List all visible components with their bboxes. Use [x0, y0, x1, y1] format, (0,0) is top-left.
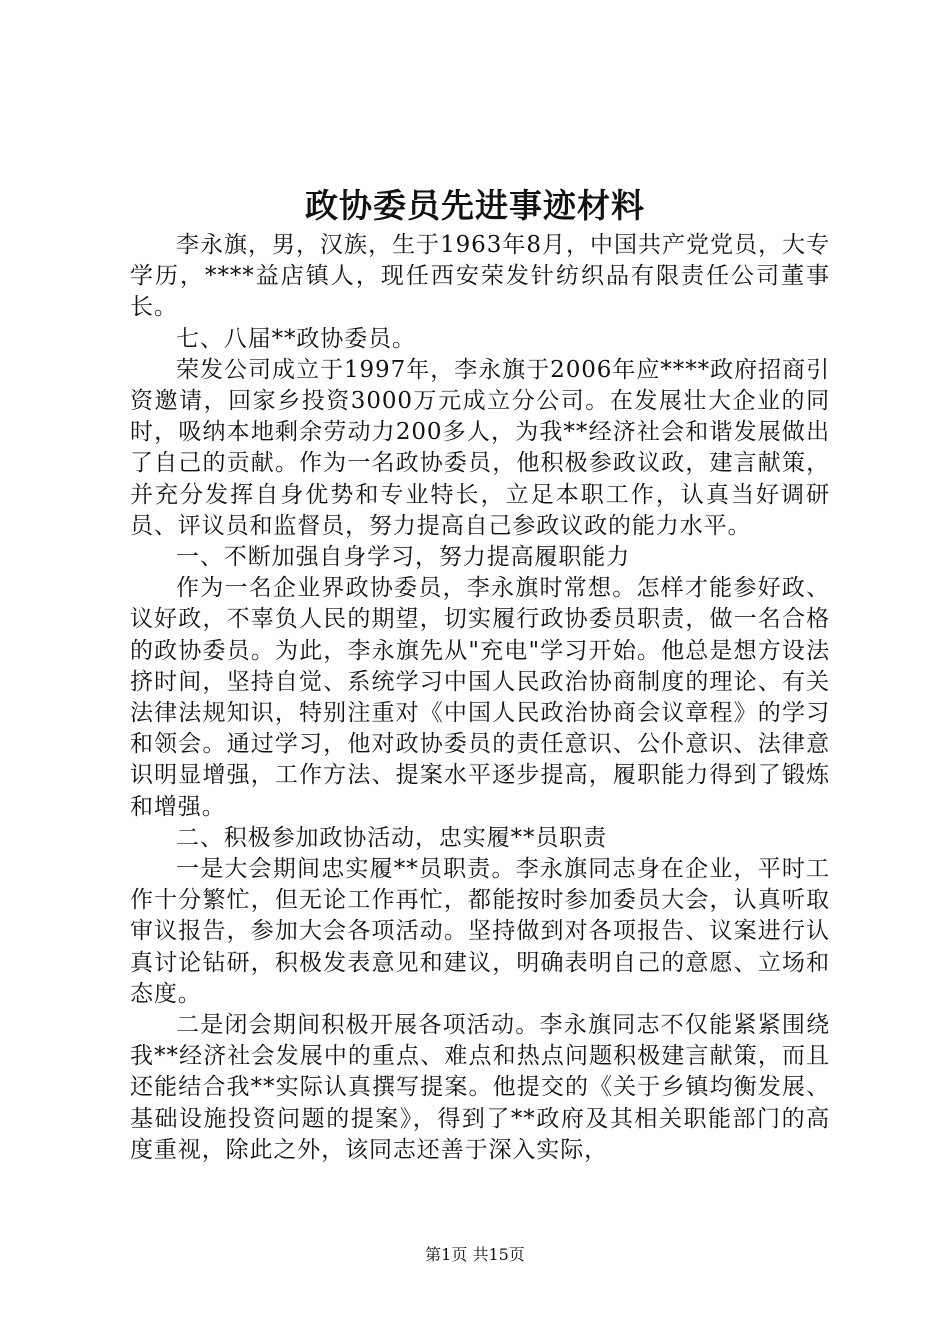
- paragraph: 二是闭会期间积极开展各项活动。李永旗同志不仅能紧紧围绕我**经济社会发展中的重点、难点和热点问题积极建言献策，而且还能结合我**实际认真撰写提案。他提交的《关于乡镇均衡发展、基础设施投资问题的提案》，得到了**政府及其相关职能部门的高度重视，除此之外，该同志还善于深入实际，: [130, 1012, 830, 1163]
- paragraph: 荣发公司成立于1997年，李永旗于2006年应****政府招商引资邀请，回家乡投资3000万元成立分公司。在发展壮大企业的同时，吸纳本地剩余劳动力200多人，为我**经济社会和谐发展做出了自己的贡献。作为一名政协委员，他积极参政议政，建言献策，并充分发挥自身优势和专业特长，立足本职工作，认真当好调研员、评议员和监督员，努力提高自己参政议政的能力水平。: [130, 356, 830, 539]
- document-body: [130, 230, 830, 1166]
- paragraph: 一是大会期间忠实履**员职责。李永旗同志身在企业，平时工作十分繁忙，但无论工作再忙，都能按时参加委员大会，认真听取审议报告，参加大会各项活动。坚持做到对各项报告、议案进行认真讨论钻研，积极发表意见和建议，明确表明自己的意愿、立场和态度。: [130, 856, 830, 1007]
- page-number-footer: 第1页 共15页: [425, 1245, 525, 1264]
- paragraph: 李永旗，男，汉族，生于1963年8月，中国共产党党员，大专学历，****益店镇人，现任西安荣发针纺织品有限责任公司董事长。: [130, 232, 830, 321]
- section-heading: 二、积极参加政协活动，忠实履**员职责: [176, 824, 608, 851]
- section-heading: 一、不断加强自身学习，努力提高履职能力: [176, 544, 631, 571]
- paragraph: 作为一名企业界政协委员，李永旗时常想。怎样才能参好政、议好政，不辜负人民的期望，切实履行政协委员职责，做一名合格的政协委员。为此，李永旗先从"充电"学习开始。他总是想方设法挤时间，坚持自觉、系统学习中国人民政治协商制度的理论、有关法律法规知识，特别注重对《中国人民政治协商会议章程》的学习和领会。通过学习，他对政协委员的责任意识、公仆意识、法律意识明显增强，工作方法、提案水平逐步提高，履职能力得到了锻炼和增强。: [130, 575, 830, 820]
- paragraph: 七、八届**政协委员。: [176, 325, 416, 352]
- document-title: 政协委员先进事迹材料: [305, 186, 645, 225]
